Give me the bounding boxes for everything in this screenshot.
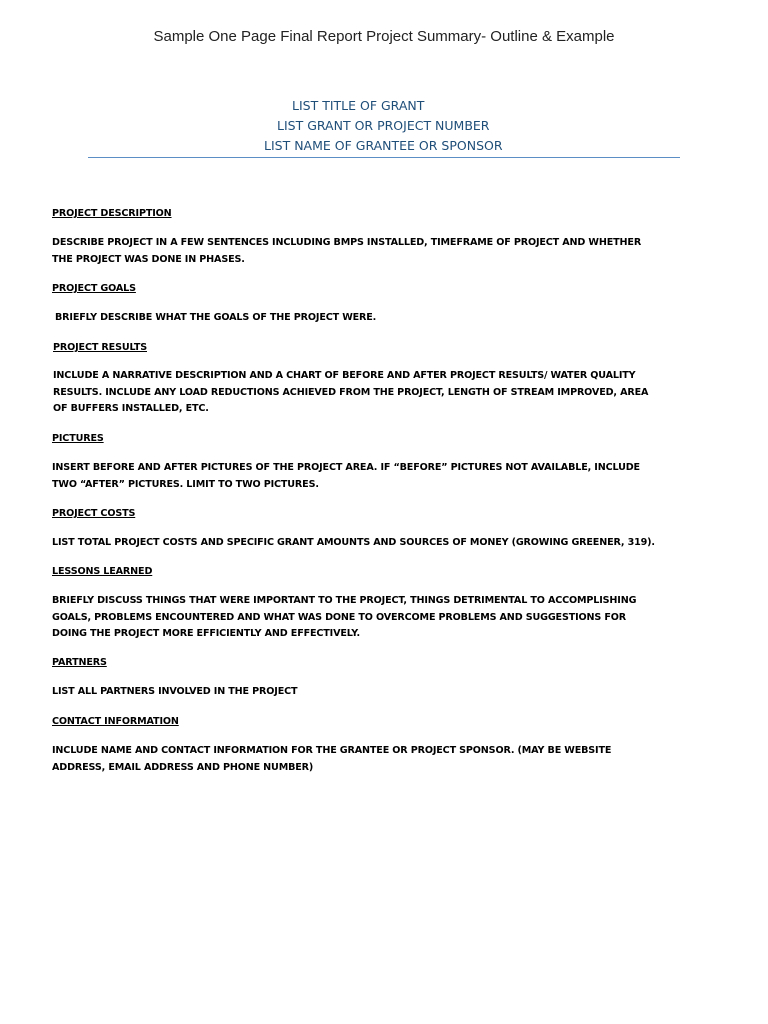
project-description-body: DESCRIBE PROJECT IN A FEW SENTENCES INCLUDING BMPS INSTALLED, TIMEFRAME OF PROJECT AND WHETHER THE PROJECT WAS DONE IN PHASES.	[52, 237, 642, 265]
lessons-learned-body: BRIEFLY DISCUSS THINGS THAT WERE IMPORTANT TO THE PROJECT, THINGS DETRIMENTAL TO ACCOMPLISHING GOALS, PROBLEMS ENCOUNTERED AND WHAT WAS DONE TO OVERCOME PROBLEMS AND SUGGESTIONS FOR DOING THE PROJECT MORE EFFICIENTLY AND EFFECTIVELY.	[52, 595, 637, 639]
project-goals-body: BRIEFLY DESCRIBE WHAT THE GOALS OF THE PROJECT WERE.	[55, 312, 377, 323]
contact-information-body: INCLUDE NAME AND CONTACT INFORMATION FOR THE GRANTEE OR PROJECT SPONSOR. (MAY BE WEBSITE ADDRESS, EMAIL ADDRESS AND PHONE NUMBER)	[52, 745, 612, 773]
project-description-heading: PROJECT DESCRIPTION	[52, 208, 172, 219]
project-results-heading: PROJECT RESULTS	[53, 342, 147, 353]
pictures-body: INSERT BEFORE AND AFTER PICTURES OF THE PROJECT AREA. IF “BEFORE” PICTURES NOT AVAILABLE, INCLUDE TWO “AFTER” PICTURES. LIMIT TO TWO PICTURES.	[52, 462, 640, 490]
grantee-name-line: LIST NAME OF GRANTEE OR SPONSOR	[264, 138, 503, 153]
grant-title-line: LIST TITLE OF GRANT	[292, 98, 425, 113]
contact-information-heading: CONTACT INFORMATION	[52, 716, 179, 727]
project-goals-heading: PROJECT GOALS	[52, 283, 136, 294]
partners-heading: PARTNERS	[52, 657, 107, 668]
pictures-heading: PICTURES	[52, 433, 104, 444]
project-costs-body: LIST TOTAL PROJECT COSTS AND SPECIFIC GRANT AMOUNTS AND SOURCES OF MONEY (GROWING GREENER, 319).	[52, 537, 655, 548]
title-divider	[88, 157, 680, 158]
grant-number-line: LIST GRANT OR PROJECT NUMBER	[277, 118, 490, 133]
lessons-learned-heading: LESSONS LEARNED	[52, 566, 153, 577]
project-results-body: INCLUDE A NARRATIVE DESCRIPTION AND A CHART OF BEFORE AND AFTER PROJECT RESULTS/ WATER QUALITY RESULTS. INCLUDE ANY LOAD REDUCTIONS ACHIEVED FROM THE PROJECT, LENGTH OF STREAM IMPROVED, AREA OF BUFFERS INSTALLED, ETC.	[53, 370, 649, 414]
partners-body: LIST ALL PARTNERS INVOLVED IN THE PROJECT	[52, 686, 298, 697]
document-header: Sample One Page Final Report Project Summary- Outline & Example	[153, 28, 615, 45]
project-costs-heading: PROJECT COSTS	[52, 508, 136, 519]
